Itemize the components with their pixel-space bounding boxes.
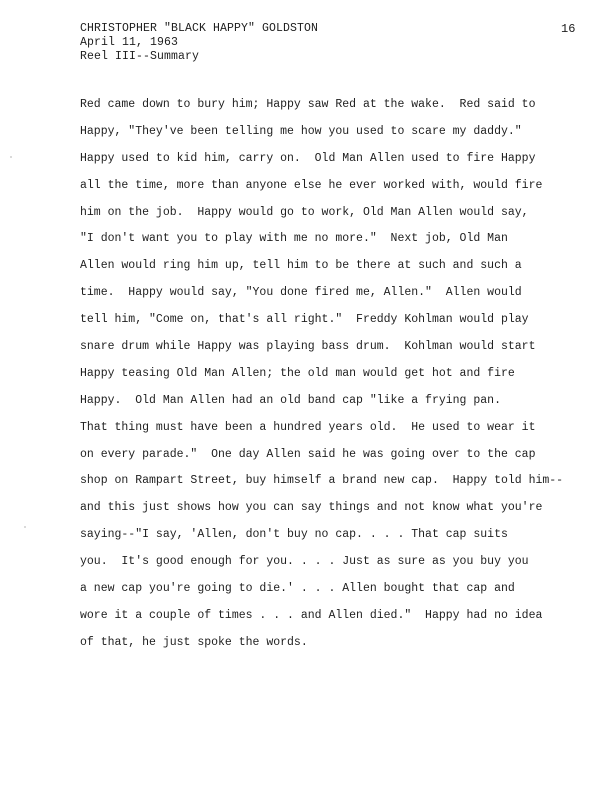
text-line: all the time, more than anyone else he ever worked with, would fire — [80, 178, 543, 192]
document-header — [80, 22, 318, 64]
text-line: Allen would ring him up, tell him to be there at such and such a — [80, 259, 522, 273]
text-line: That thing must have been a hundred years old. He used to wear it — [80, 420, 536, 434]
text-line: Happy used to kid him, carry on. Old Man Allen used to fire Happy — [80, 151, 536, 165]
text-line: Red came down to bury him; Happy saw Red at the wake. Red said to — [80, 98, 536, 111]
text-line: Happy. Old Man Allen had an old band cap "like a frying pan. — [80, 393, 501, 407]
text-line: shop on Rampart Street, buy himself a brand new cap. Happy told him-- — [80, 474, 564, 488]
text-line: him on the job. Happy would go to work, Old Man Allen would say, — [80, 205, 529, 219]
text-line: wore it a couple of times . . . and Allen died." Happy had no idea — [80, 608, 543, 622]
text-line: snare drum while Happy was playing bass drum. Kohlman would start — [80, 340, 536, 354]
page-number: 16 — [561, 22, 576, 36]
interviewee-name: CHRISTOPHER "BLACK HAPPY" GOLDSTON — [80, 22, 319, 35]
interview-date: April 11, 1963 — [80, 36, 179, 49]
reel-label: Reel III--Summary — [80, 50, 200, 63]
text-line: of that, he just spoke the words. — [80, 635, 308, 649]
scan-speck — [24, 526, 26, 528]
text-line: on every parade." One day Allen said he was going over to the cap — [80, 447, 536, 461]
text-line: "I don't want you to play with me no more." Next job, Old Man — [80, 232, 508, 246]
summary-body — [80, 92, 595, 657]
text-line: tell him, "Come on, that's all right." Freddy Kohlman would play — [80, 313, 529, 327]
text-line: a new cap you're going to die.' . . . Allen bought that cap and — [80, 582, 515, 596]
text-line: you. It's good enough for you. . . . Just as sure as you buy you — [80, 555, 529, 569]
text-line: time. Happy would say, "You done fired me, Allen." Allen would — [80, 286, 522, 300]
text-line: saying--"I say, 'Allen, don't buy no cap. . . . That cap suits — [80, 528, 508, 542]
text-line: Happy, "They've been telling me how you used to scare my daddy." — [80, 124, 522, 138]
scan-speck — [10, 156, 12, 158]
text-line: and this just shows how you can say things and not know what you're — [80, 501, 543, 515]
text-line: Happy teasing Old Man Allen; the old man would get hot and fire — [80, 366, 515, 380]
